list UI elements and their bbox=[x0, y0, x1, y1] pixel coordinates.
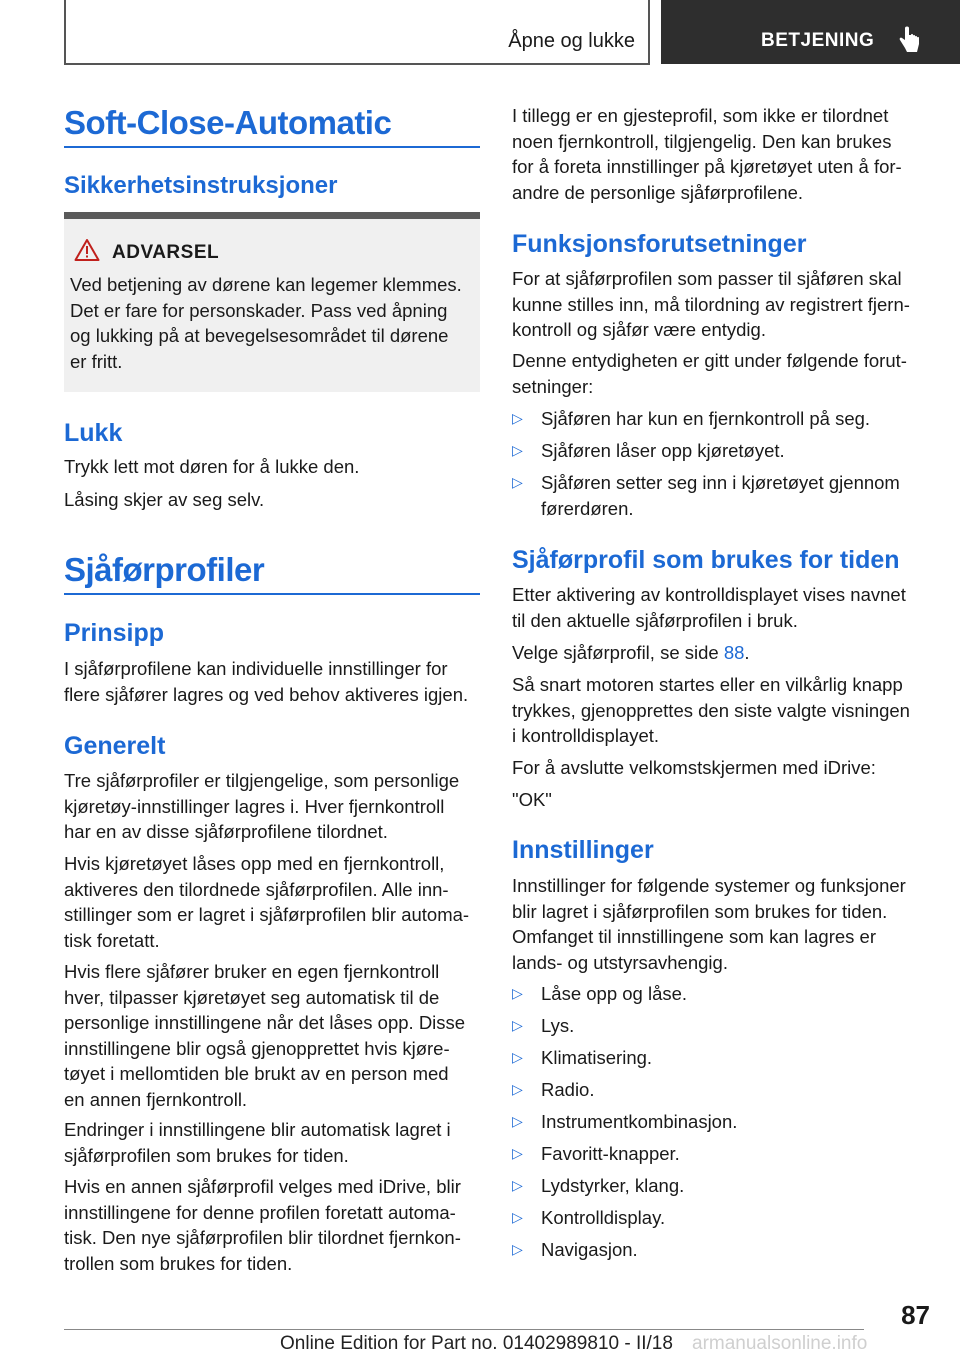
triangle-bullet-icon: ▷ bbox=[512, 410, 523, 426]
heading-safety: Sikkerhetsinstruksjoner bbox=[64, 172, 338, 199]
paragraph bbox=[512, 640, 932, 666]
warning-line: Ved betjening av dørene kan legemer klemmes. bbox=[70, 274, 462, 295]
triangle-bullet-icon: ▷ bbox=[512, 1081, 523, 1097]
text-line: tisk. Den nye sjåførprofilen blir tilordnet fjernkon- bbox=[64, 1227, 461, 1248]
warning-line: og lukking på at bevegelsesområdet til dørene bbox=[70, 325, 449, 346]
triangle-bullet-icon: ▷ bbox=[512, 1145, 523, 1161]
triangle-bullet-icon: ▷ bbox=[512, 1017, 523, 1033]
text-line: Så snart motoren startes eller en vilkårlig knapp bbox=[512, 674, 903, 695]
list-item bbox=[512, 470, 928, 522]
heading-generelt: Generelt bbox=[64, 732, 166, 760]
text-line: til den aktuelle sjåførprofilen i bruk. bbox=[512, 609, 798, 631]
header-chapter-tab[interactable] bbox=[661, 0, 960, 64]
text-line: har en av disse sjåførprofilene tilordnet. bbox=[64, 821, 388, 842]
list-item-text: Lys. bbox=[541, 1015, 575, 1036]
warning-line: er fritt. bbox=[70, 350, 123, 372]
text-line: tøyet i mellomtiden ble brukt av en person med bbox=[64, 1063, 449, 1084]
paragraph bbox=[512, 103, 932, 205]
text-line: flere sjåfører lagres og ved behov aktiveres igjen. bbox=[64, 683, 469, 705]
heading-innstillinger: Innstillinger bbox=[512, 836, 654, 864]
triangle-bullet-icon: ▷ bbox=[512, 985, 523, 1001]
text-line: for å foreta innstillinger på kjøretøyet uten å for- bbox=[512, 156, 902, 177]
text-line: innstillingene blir også gjenopprettet hvis kjøre- bbox=[64, 1037, 450, 1059]
text-line: Hvis en annen sjåførprofil velges med iDrive, blir bbox=[64, 1176, 461, 1197]
heading-driver-profiles: Sjåførprofiler bbox=[64, 551, 265, 588]
text-line: Hvis flere sjåfører bruker en egen fjernkontroll bbox=[64, 961, 440, 982]
text-line: hver, tilpasser kjøretøyet seg automatisk til de bbox=[64, 986, 440, 1008]
footer-rule bbox=[64, 1329, 864, 1330]
text-line: aktiveres den tilordnede sjåførprofilen. Alle inn- bbox=[64, 878, 449, 900]
text-line: tisk foretatt. bbox=[64, 929, 160, 951]
text-line: kjøretøy-innstillinger lagres i. Hver fjernkontroll bbox=[64, 795, 445, 817]
list-item-text: Låse opp og låse. bbox=[541, 983, 688, 1004]
warning-line: Det er fare for personskader. Pass ved åpning bbox=[70, 299, 448, 321]
paragraph bbox=[64, 1174, 480, 1276]
warning-triangle-icon bbox=[74, 238, 100, 262]
text-line: For at sjåførprofilen som passer til sjåføren skal bbox=[512, 268, 902, 289]
heading-rule bbox=[64, 146, 480, 148]
triangle-bullet-icon: ▷ bbox=[512, 474, 523, 490]
paragraph bbox=[64, 656, 480, 707]
text-line: personlige innstillingene når det låses opp. Disse bbox=[64, 1012, 466, 1033]
list-item-text: Kontrolldisplay. bbox=[541, 1207, 666, 1228]
triangle-bullet-icon: ▷ bbox=[512, 1113, 523, 1129]
header-rule-left bbox=[64, 0, 66, 64]
warning-box bbox=[64, 212, 480, 392]
text-line: Omfanget til innstillingene som kan lagres er bbox=[512, 926, 877, 947]
list-item-text: Favoritt-knapper. bbox=[541, 1143, 680, 1164]
paragraph bbox=[64, 851, 480, 953]
text-line: stillinger som er lagret i sjåførprofilen blir automa- bbox=[64, 904, 470, 925]
paragraph bbox=[64, 959, 480, 1112]
paragraph bbox=[64, 1117, 480, 1168]
text-line: en annen fjernkontroll. bbox=[64, 1088, 248, 1110]
header-chapter-label: BETJENING bbox=[761, 30, 875, 51]
text-line: kunne stilles inn, må tilordning av registrert fjern- bbox=[512, 293, 910, 315]
text-span: Velge sjåførprofil, se side bbox=[512, 642, 724, 663]
text-span: . bbox=[744, 642, 750, 663]
triangle-bullet-icon: ▷ bbox=[512, 1177, 523, 1193]
text-line: Tre sjåførprofiler er tilgjengelige, som personlige bbox=[64, 770, 460, 791]
triangle-bullet-icon: ▷ bbox=[512, 1209, 523, 1225]
header-rule-bottom bbox=[64, 63, 650, 65]
triangle-bullet-icon: ▷ bbox=[512, 1241, 523, 1257]
heading-soft-close: Soft-Close-Automatic bbox=[64, 104, 392, 141]
text-line: lands- og utstyrsavhengig. bbox=[512, 951, 728, 973]
paragraph: Låsing skjer av seg selv. bbox=[64, 489, 265, 510]
warning-text bbox=[70, 272, 476, 374]
list-item-text bbox=[541, 470, 931, 521]
text-line: Etter aktivering av kontrolldisplayet vises navnet bbox=[512, 584, 906, 605]
text-line: Endringer i innstillingene blir automatisk lagret i bbox=[64, 1119, 451, 1140]
warning-title: ADVARSEL bbox=[112, 242, 220, 263]
text-line: Hvis kjøretøyet låses opp med en fjernkontroll, bbox=[64, 853, 445, 874]
paragraph bbox=[512, 348, 932, 399]
list-item-text: Radio. bbox=[541, 1079, 595, 1100]
text-line: Innstillinger for følgende systemer og funksjoner bbox=[512, 875, 906, 896]
list-item-text: Klimatisering. bbox=[541, 1047, 653, 1068]
heading-prinsipp: Prinsipp bbox=[64, 619, 165, 647]
paragraph bbox=[512, 672, 932, 749]
text-line: Denne entydigheten er gitt under følgende forut- bbox=[512, 350, 907, 371]
text-line: andre de personlige sjåførprofilene. bbox=[512, 181, 804, 203]
pointing-hand-icon bbox=[897, 26, 921, 54]
text-line: Sjåføren setter seg inn i kjøretøyet gjennom bbox=[541, 472, 900, 493]
paragraph bbox=[512, 266, 932, 343]
text-line: setninger: bbox=[512, 375, 594, 397]
text-line: i kontrolldisplayet. bbox=[512, 725, 660, 746]
paragraph bbox=[512, 582, 932, 633]
triangle-bullet-icon: ▷ bbox=[512, 442, 523, 458]
text-line: I sjåførprofilene kan individuelle innstillinger for bbox=[64, 658, 448, 679]
header-section-title: Åpne og lukke bbox=[508, 30, 635, 52]
list-item-text: Sjåføren har kun en fjernkontroll på seg. bbox=[541, 408, 871, 429]
header-rule-right bbox=[648, 0, 650, 64]
text-line: førerdøren. bbox=[541, 497, 634, 519]
paragraph bbox=[512, 873, 932, 975]
text-line: I tillegg er en gjesteprofil, som ikke er tilordnet bbox=[512, 105, 889, 126]
paragraph: "OK" bbox=[512, 789, 552, 810]
triangle-bullet-icon: ▷ bbox=[512, 1049, 523, 1065]
heading-current-profile: Sjåførprofil som brukes for tiden bbox=[512, 546, 900, 574]
text-line: noen fjernkontroll, tilgjengelig. Den kan brukes bbox=[512, 130, 892, 152]
warning-bar bbox=[64, 212, 480, 219]
heading-funksjon: Funksjonsforutsetninger bbox=[512, 230, 807, 258]
text-line: trollen som brukes for tiden. bbox=[64, 1252, 293, 1274]
list-item-text: Navigasjon. bbox=[541, 1239, 638, 1260]
paragraph: For å avslutte velkomstskjermen med iDrive: bbox=[512, 757, 876, 778]
page-reference-link[interactable]: 88 bbox=[723, 642, 745, 663]
text-line: sjåførprofilen som brukes for tiden. bbox=[64, 1144, 349, 1166]
list-item-text: Instrumentkombinasjon. bbox=[541, 1111, 738, 1132]
text-line: innstillingene for denne profilen foretatt automa- bbox=[64, 1201, 456, 1223]
heading-rule bbox=[64, 593, 480, 595]
list-item-text: Lydstyrker, klang. bbox=[541, 1175, 685, 1196]
page-number: 87 bbox=[901, 1300, 930, 1330]
paragraph: Trykk lett mot døren for å lukke den. bbox=[64, 456, 360, 477]
paragraph bbox=[64, 768, 480, 845]
text-line: trykkes, gjenopprettes den siste valgte visningen bbox=[512, 699, 910, 721]
text-line: kontroll og sjåfør være entydig. bbox=[512, 319, 766, 340]
footer-edition: Online Edition for Part no. 01402989810 - II/18 bbox=[280, 1333, 673, 1354]
footer-watermark: armanualsonline.info bbox=[692, 1333, 868, 1354]
text-line: blir lagret i sjåførprofilen som brukes for tiden. bbox=[512, 900, 888, 922]
heading-lukk: Lukk bbox=[64, 419, 123, 447]
list-item-text: Sjåføren låser opp kjøretøyet. bbox=[541, 440, 785, 461]
